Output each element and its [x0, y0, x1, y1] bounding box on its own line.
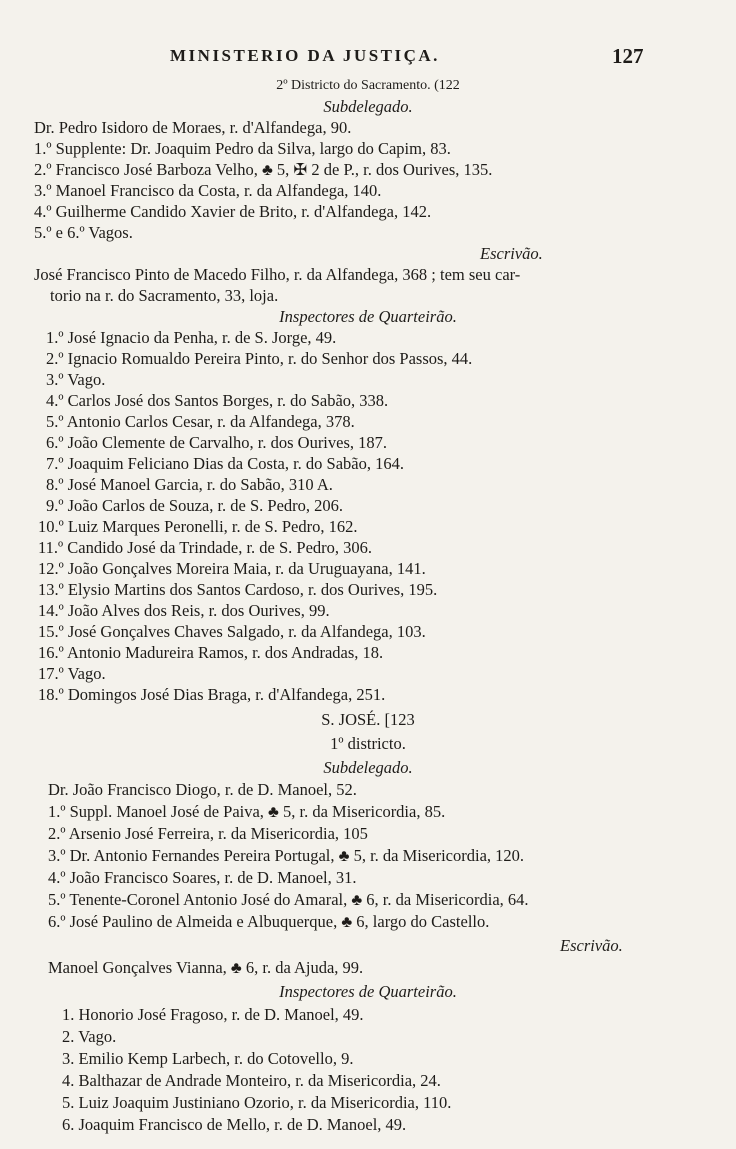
inspector-entry: 8.º José Manoel Garcia, r. do Sabão, 310 A.	[46, 475, 333, 494]
inspector-entry: 18.º Domingos José Dias Braga, r. d'Alfandega, 251.	[38, 685, 386, 704]
subdelegado-entry: 3.º Manoel Francisco da Costa, r. da Alfandega, 140.	[34, 181, 382, 200]
page-header	[0, 44, 736, 70]
escrivao-title: Escrivão.	[480, 244, 543, 263]
inspector-entry: 5.º Antonio Carlos Cesar, r. da Alfandega, 378.	[46, 412, 355, 431]
district-label: 1º districto.	[330, 734, 406, 753]
inspector-entry: 13.º Elysio Martins dos Santos Cardoso, r. dos Ourives, 195.	[38, 580, 438, 599]
inspector-entry: 12.º João Gonçalves Moreira Maia, r. da Uruguayana, 141.	[38, 559, 426, 578]
subdelegado-title: Subdelegado.	[323, 97, 413, 116]
subdelegado-entry: 4.º Guilherme Candido Xavier de Brito, r. d'Alfandega, 142.	[34, 202, 432, 221]
subdelegado-entry: 4.º João Francisco Soares, r. de D. Manoel, 31.	[48, 868, 357, 887]
escrivao-entry: Manoel Gonçalves Vianna, ♣ 6, r. da Ajuda, 99.	[48, 958, 364, 977]
inspector-entry: 11.º Candido José da Trindade, r. de S. Pedro, 306.	[38, 538, 373, 557]
inspectores-title: Inspectores de Quarteirão.	[279, 307, 457, 326]
inspector-entry: 4. Balthazar de Andrade Monteiro, r. da Misericordia, 24.	[62, 1071, 441, 1090]
inspector-entry: 16.º Antonio Madureira Ramos, r. dos Andradas, 18.	[38, 643, 384, 662]
inspector-entry: 2. Vago.	[62, 1027, 117, 1046]
inspector-entry: 1.º José Ignacio da Penha, r. de S. Jorge, 49.	[46, 328, 337, 347]
inspector-entry: 15.º José Gonçalves Chaves Salgado, r. da Alfandega, 103.	[38, 622, 426, 641]
running-title: MINISTERIO DA JUSTIÇA.	[170, 46, 440, 65]
subdelegado-entry: 6.º José Paulino de Almeida e Albuquerque, ♣ 6, largo do Castello.	[48, 912, 490, 931]
inspectores-title: Inspectores de Quarteirão.	[279, 982, 457, 1001]
inspector-entry: 4.º Carlos José dos Santos Borges, r. do Sabão, 338.	[46, 391, 389, 410]
subdelegado-entry: 5.º e 6.º Vagos.	[34, 223, 133, 242]
inspector-entry: 2.º Ignacio Romualdo Pereira Pinto, r. do Senhor dos Passos, 44.	[46, 349, 473, 368]
inspector-entry: 9.º João Carlos de Souza, r. de S. Pedro, 206.	[46, 496, 344, 515]
inspector-entry: 6.º João Clemente de Carvalho, r. dos Ourives, 187.	[46, 433, 388, 452]
subdelegado-title: Subdelegado.	[323, 758, 413, 777]
parish-heading: S. JOSÉ. [123	[321, 710, 415, 729]
inspector-entry: 7.º Joaquim Feliciano Dias da Costa, r. do Sabão, 164.	[46, 454, 404, 473]
escrivao-entry-continued: torio na r. do Sacramento, 33, loja.	[50, 286, 279, 305]
subdelegado-entry: 2.º Francisco José Barboza Velho, ♣ 5, ✠ 2 de P., r. dos Ourives, 135.	[34, 160, 493, 179]
inspector-entry: 17.º Vago.	[38, 664, 106, 683]
inspector-entry: 14.º João Alves dos Reis, r. dos Ourives, 99.	[38, 601, 330, 620]
subdelegado-entry: Dr. Pedro Isidoro de Moraes, r. d'Alfandega, 90.	[34, 118, 352, 137]
inspector-entry: 3. Emilio Kemp Larbech, r. do Cotovello, 9.	[62, 1049, 354, 1068]
subdelegado-entry: 5.º Tenente-Coronel Antonio José do Amaral, ♣ 6, r. da Misericordia, 64.	[48, 890, 529, 909]
page-number: 127	[612, 44, 644, 68]
subdelegado-entry: 2.º Arsenio José Ferreira, r. da Misericordia, 105	[48, 824, 368, 843]
subdelegado-entry: 1.º Suppl. Manoel José de Paiva, ♣ 5, r. da Misericordia, 85.	[48, 802, 446, 821]
escrivao-entry: José Francisco Pinto de Macedo Filho, r. da Alfandega, 368 ; tem seu car-	[34, 265, 521, 284]
inspector-entry: 10.º Luiz Marques Peronelli, r. de S. Pedro, 162.	[38, 517, 358, 536]
subdelegado-entry: 3.º Dr. Antonio Fernandes Pereira Portugal, ♣ 5, r. da Misericordia, 120.	[48, 846, 525, 865]
inspector-entry: 5. Luiz Joaquim Justiniano Ozorio, r. da Misericordia, 110.	[62, 1093, 452, 1112]
inspector-entry: 1. Honorio José Fragoso, r. de D. Manoel, 49.	[62, 1005, 364, 1024]
subdelegado-entry: Dr. João Francisco Diogo, r. de D. Manoel, 52.	[48, 780, 357, 799]
subdelegado-entry: 1.º Supplente: Dr. Joaquim Pedro da Silva, largo do Capim, 83.	[34, 139, 451, 158]
inspector-entry: 6. Joaquim Francisco de Mello, r. de D. Manoel, 49.	[62, 1115, 407, 1134]
escrivao-title: Escrivão.	[560, 936, 623, 955]
inspector-entry: 3.º Vago.	[46, 370, 106, 389]
district-heading: 2º Districto do Sacramento. (122	[276, 78, 460, 93]
